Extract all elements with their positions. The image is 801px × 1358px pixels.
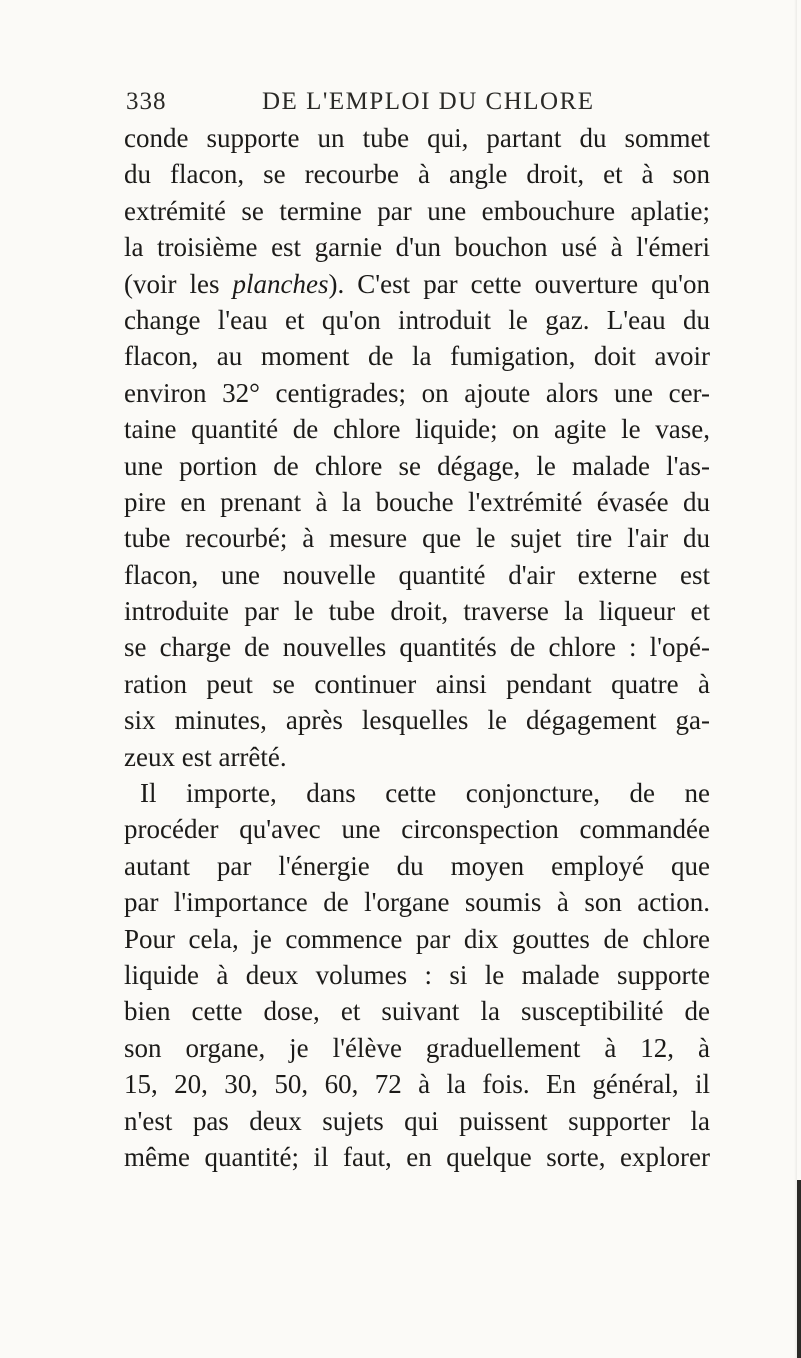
text-line: environ 32° centigrades; on ajoute alors une cer- — [124, 377, 710, 408]
running-title: DE L'EMPLOI DU CHLORE — [262, 88, 595, 115]
text-line: du flacon, se recourbe à angle droit, et à son — [124, 159, 710, 190]
text-line: tube recourbé; à mesure que le sujet tire l'air du — [124, 523, 710, 554]
text-line: 15, 20, 30, 50, 60, 72 à la fois. En général, il — [124, 1069, 710, 1100]
text-line: introduite par le tube droit, traverse la liqueur et — [124, 596, 710, 627]
text-line: Pour cela, je commence par dix gouttes de chlore — [124, 923, 710, 954]
text-fragment: (voir les — [124, 268, 220, 299]
italic-word: planches — [232, 268, 329, 299]
text-line: zeux est arrêté. — [124, 741, 287, 772]
text-line: par l'importance de l'organe soumis à son action. — [124, 887, 710, 918]
text-line: n'est pas deux sujets qui puissent supporter la — [124, 1105, 710, 1136]
text-line: liquide à deux volumes : si le malade supporte — [124, 959, 710, 990]
text-line: autant par l'énergie du moyen employé que — [124, 850, 710, 881]
text-line: se charge de nouvelles quantités de chlore : l'opé- — [124, 632, 710, 663]
text-line: la troisième est garnie d'un bouchon usé à l'émeri — [124, 232, 710, 263]
text-line: Il importe, dans cette conjoncture, de ne — [140, 778, 710, 809]
text-line — [124, 266, 710, 302]
text-line: même quantité; il faut, en quelque sorte, explorer — [124, 1141, 710, 1172]
page-edge-shadow — [794, 0, 797, 1358]
text-line: extrémité se termine par une embouchure aplatie; — [124, 195, 710, 226]
page-number: 338 — [126, 88, 167, 115]
text-line: son organe, je l'élève graduellement à 12, à — [124, 1032, 710, 1063]
page-edge-mark — [797, 1180, 801, 1358]
text-line: pire en prenant à la bouche l'extrémité évasée du — [124, 486, 710, 517]
text-fragment: ). C'est par cette ouverture qu'on — [328, 268, 711, 299]
page-header — [126, 88, 596, 124]
text-line: flacon, une nouvelle quantité d'air externe est — [124, 559, 710, 590]
text-line: six minutes, après lesquelles le dégagement ga- — [124, 705, 710, 736]
text-line: procéder qu'avec une circonspection commandée — [124, 814, 710, 845]
text-line: change l'eau et qu'on introduit le gaz. L'eau du — [124, 304, 710, 335]
text-line: une portion de chlore se dégage, le malade l'as- — [124, 450, 710, 481]
text-line: conde supporte un tube qui, partant du sommet — [124, 123, 710, 153]
text-line: flacon, au moment de la fumigation, doit avoir — [124, 341, 710, 372]
text-line: taine quantité de chlore liquide; on agite le vase, — [124, 414, 710, 445]
text-line: ration peut se continuer ainsi pendant quatre à — [124, 668, 710, 699]
text-line: bien cette dose, et suivant la susceptibilité de — [124, 996, 710, 1027]
body-text — [124, 120, 710, 1175]
